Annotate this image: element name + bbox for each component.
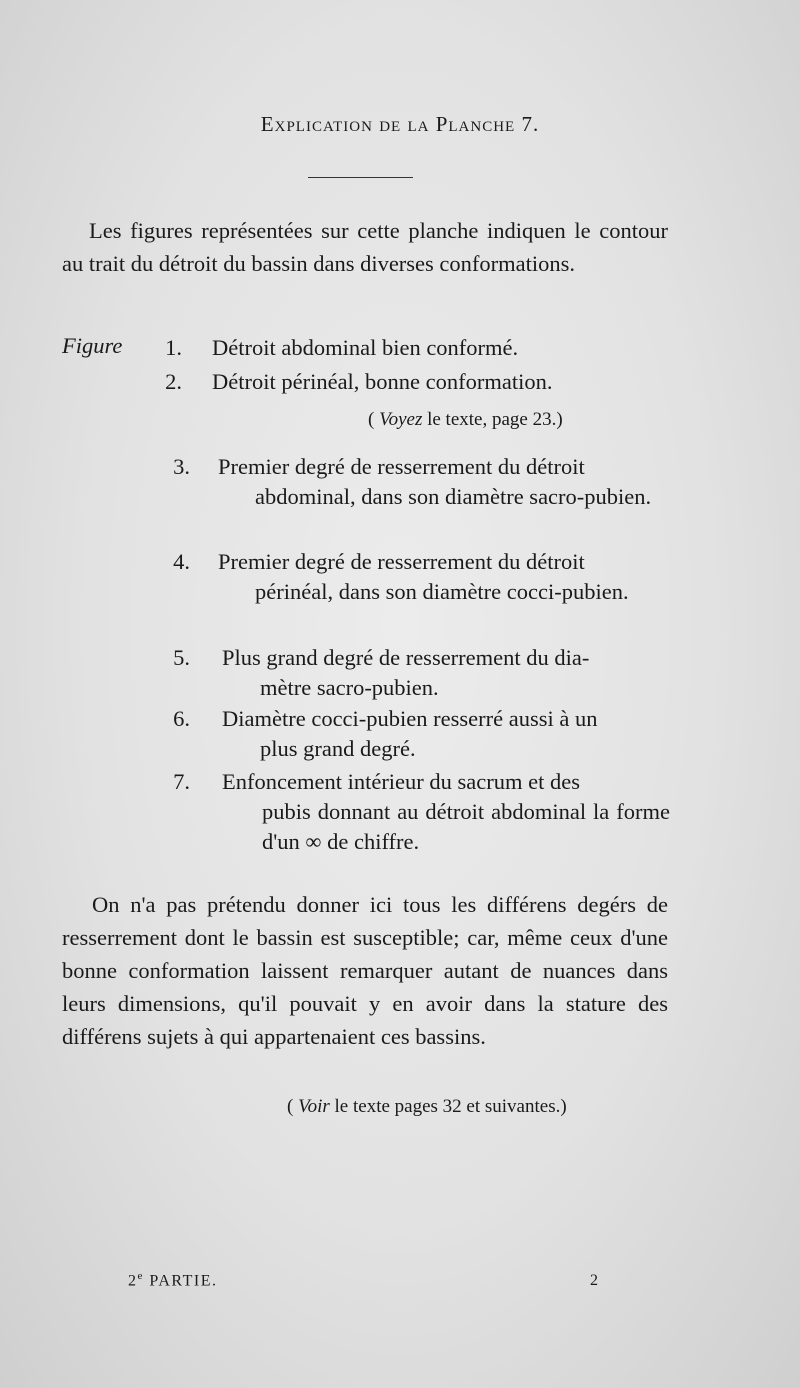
reference-italic: Voir bbox=[298, 1096, 330, 1117]
header-divider bbox=[308, 177, 413, 178]
figure-text-rest: mètre sacro-pubien. bbox=[260, 675, 439, 700]
figure-text: Détroit abdominal bien conformé. bbox=[212, 335, 519, 360]
signature-number: 2 bbox=[128, 1272, 138, 1290]
figure-text-rest: périnéal, dans son diamètre cocci-pubien. bbox=[255, 579, 629, 604]
figure-number: 6. bbox=[173, 706, 190, 731]
signature-superscript: e bbox=[137, 1270, 144, 1282]
intro-paragraph: Les figures représentées sur cette planche indiquen le contour au trait du détroit du bassin dans diverses conformations. bbox=[62, 218, 668, 276]
figure-text-rest: pubis donnant au détroit abdominal la forme d'un ∞ de chiffre. bbox=[262, 799, 670, 854]
signature-mark bbox=[128, 1270, 217, 1290]
figure-text-first: Enfoncement intérieur du sacrum et des bbox=[222, 769, 580, 794]
figure-number: 3. bbox=[173, 454, 190, 479]
figure-number: 1. bbox=[165, 335, 182, 360]
page-header bbox=[0, 112, 800, 137]
figure-label: Figure bbox=[62, 333, 123, 358]
reference-note-2 bbox=[287, 1096, 567, 1118]
figure-text-first: Diamètre cocci-pubien resserré aussi à un bbox=[222, 706, 598, 731]
page-number: 2 bbox=[590, 1272, 598, 1289]
figure-text: Détroit périnéal, bonne conformation. bbox=[212, 369, 553, 394]
figure-text-rest: abdominal, dans son diamètre sacro-pubien. bbox=[255, 484, 652, 509]
figure-text-first: Premier degré de resserrement du détroit bbox=[218, 454, 585, 479]
figure-text-first: Premier degré de resserrement du détroit bbox=[218, 549, 585, 574]
reference-open: ( bbox=[368, 409, 375, 430]
reference-rest: le texte pages 32 et suivantes.) bbox=[334, 1096, 567, 1117]
figure-number: 2. bbox=[165, 369, 182, 394]
reference-italic: Voyez bbox=[379, 409, 423, 430]
figure-number: 4. bbox=[173, 549, 190, 574]
figure-text-rest: plus grand degré. bbox=[260, 736, 416, 761]
closing-paragraph: On n'a pas prétendu donner ici tous les différens degérs de resserrement dont le bassin est susceptible; car, même ceux d'une bonne conformation laissent remarquer autant de nuances dans leurs dimensions, qu'il pouvait y en avoir dans la stature des différens sujets à qui appartenaient ces bassins. bbox=[62, 892, 668, 1049]
reference-rest: le texte, page 23.) bbox=[427, 409, 563, 430]
reference-note-1 bbox=[368, 409, 563, 431]
page-title: Explication de la Planche 7. bbox=[260, 112, 540, 136]
figure-text-first: Plus grand degré de resserrement du dia- bbox=[222, 645, 590, 670]
figure-number: 5. bbox=[173, 645, 190, 670]
signature-word: PARTIE. bbox=[149, 1272, 218, 1290]
figure-number: 7. bbox=[173, 769, 190, 794]
reference-open: ( bbox=[287, 1096, 294, 1117]
